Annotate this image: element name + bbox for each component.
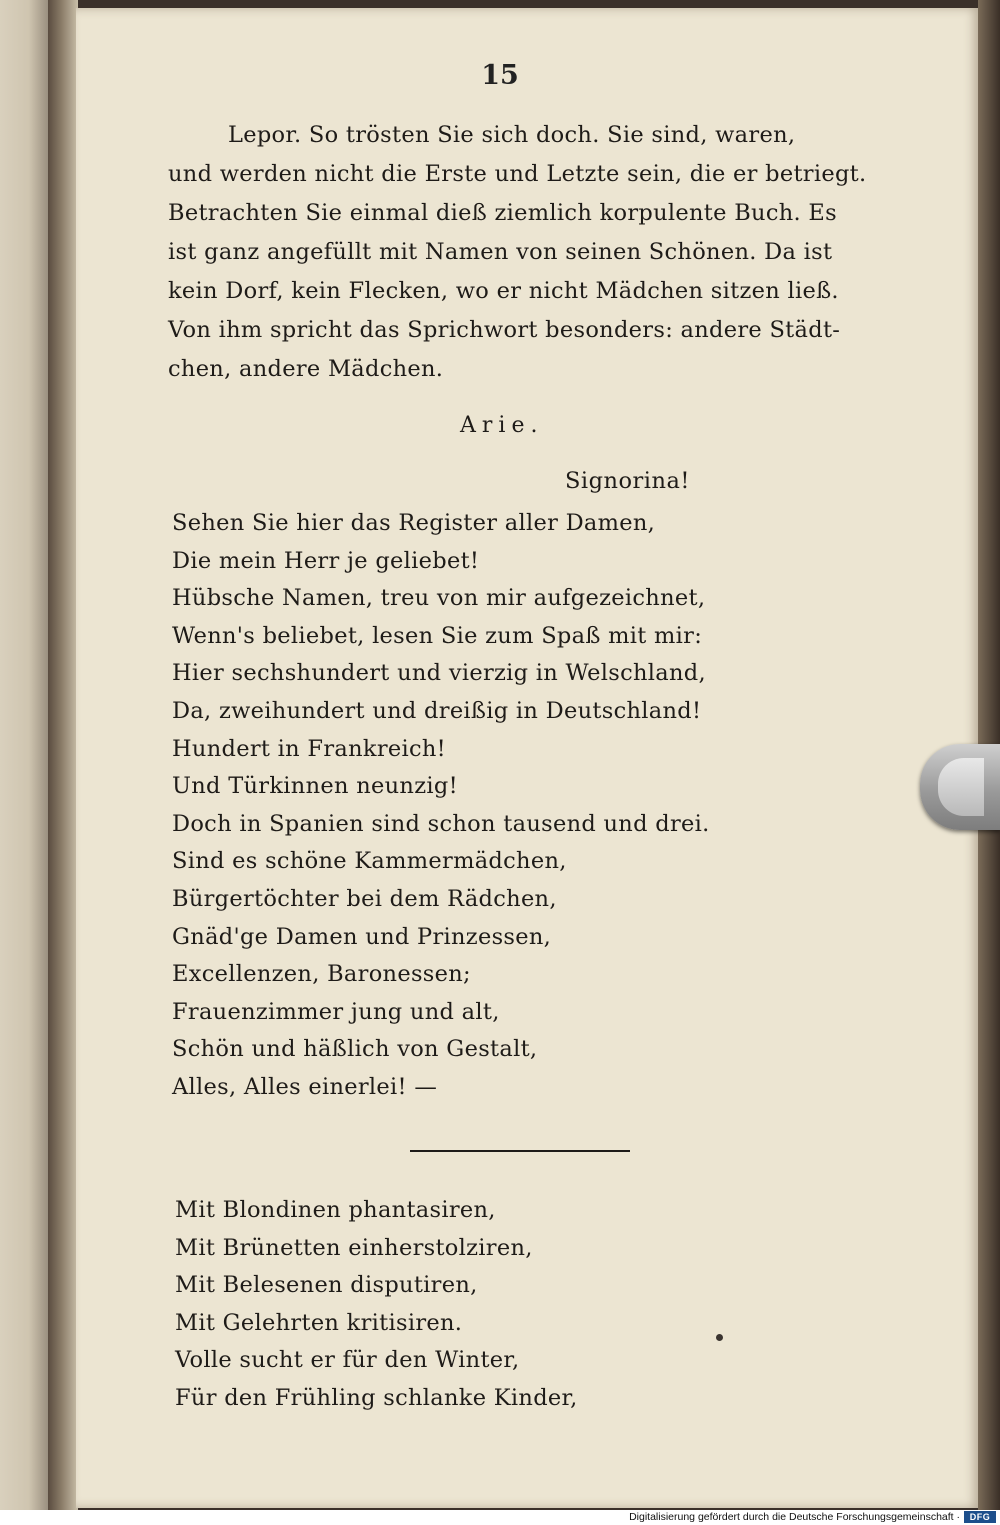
previous-page-edge bbox=[0, 0, 48, 1510]
verse-stanza-2 bbox=[175, 1192, 578, 1417]
footer-credit: Digitalisierung gefördert durch die Deutsche Forschungsgemeinschaft · bbox=[629, 1511, 960, 1523]
prose-line: chen, andere Mädchen. bbox=[168, 356, 444, 382]
verse-line: Sehen Sie hier das Register aller Damen, bbox=[172, 510, 656, 536]
verse-line: Alles, Alles einerlei! — bbox=[172, 1073, 438, 1100]
book-gutter bbox=[48, 0, 78, 1510]
verse-stanza-1 bbox=[172, 505, 710, 1107]
page-holder-clip bbox=[920, 744, 1000, 830]
verse-line: Mit Brünetten einherstolziren, bbox=[175, 1234, 533, 1261]
verse-line: Für den Frühling schlanke Kinder, bbox=[175, 1384, 578, 1411]
verse-line: Doch in Spanien sind schon tausend und drei. bbox=[172, 810, 710, 837]
verse-line: Mit Belesenen disputiren, bbox=[175, 1272, 478, 1298]
prose-paragraph bbox=[168, 116, 866, 389]
verse-line: Sind es schöne Kammermädchen, bbox=[172, 848, 567, 875]
verse-line: Die mein Herr je geliebet! bbox=[172, 547, 480, 574]
ink-speck bbox=[716, 1334, 723, 1341]
verse-line: Mit Blondinen phantasiren, bbox=[175, 1197, 496, 1223]
verse-line: Hundert in Frankreich! bbox=[172, 735, 447, 762]
prose-line: und werden nicht die Erste und Letzte sein, die er betriegt. bbox=[168, 161, 867, 187]
aria-vocative: Signorina! bbox=[565, 468, 690, 494]
verse-line: Da, zweihundert und dreißig in Deutschland! bbox=[172, 697, 702, 724]
section-divider bbox=[410, 1150, 630, 1152]
aria-heading: Arie. bbox=[460, 413, 544, 438]
prose-line: Von ihm spricht das Sprichwort besonders: andere Städt- bbox=[168, 317, 841, 343]
verse-line: Volle sucht er für den Winter, bbox=[175, 1347, 520, 1373]
verse-line: Gnäd'ge Damen und Prinzessen, bbox=[172, 923, 552, 950]
verse-line: Frauenzimmer jung und alt, bbox=[172, 998, 500, 1025]
verse-line: Wenn's beliebet, lesen Sie zum Spaß mit mir: bbox=[172, 622, 703, 649]
prose-line: Betrachten Sie einmal dieß ziemlich korpulente Buch. Es bbox=[168, 200, 837, 226]
verse-line: Mit Gelehrten kritisiren. bbox=[175, 1309, 463, 1336]
verse-line: Bürgertöchter bei dem Rädchen, bbox=[172, 885, 557, 912]
dfg-logo: DFG bbox=[964, 1511, 996, 1523]
prose-line: kein Dorf, kein Flecken, wo er nicht Mädchen sitzen ließ. bbox=[168, 278, 839, 304]
page-number: 15 bbox=[481, 60, 519, 91]
verse-line: Hübsche Namen, treu von mir aufgezeichnet, bbox=[172, 585, 706, 612]
prose-line: Lepor. So trösten Sie sich doch. Sie sind, waren, bbox=[228, 122, 796, 148]
verse-line: Excellenzen, Baronessen; bbox=[172, 961, 471, 988]
verse-line: Und Türkinnen neunzig! bbox=[172, 773, 458, 800]
prose-line: ist ganz angefüllt mit Namen von seinen Schönen. Da ist bbox=[168, 239, 833, 265]
verse-line: Schön und häßlich von Gestalt, bbox=[172, 1036, 538, 1063]
verse-line: Hier sechshundert und vierzig in Welschland, bbox=[172, 660, 706, 687]
